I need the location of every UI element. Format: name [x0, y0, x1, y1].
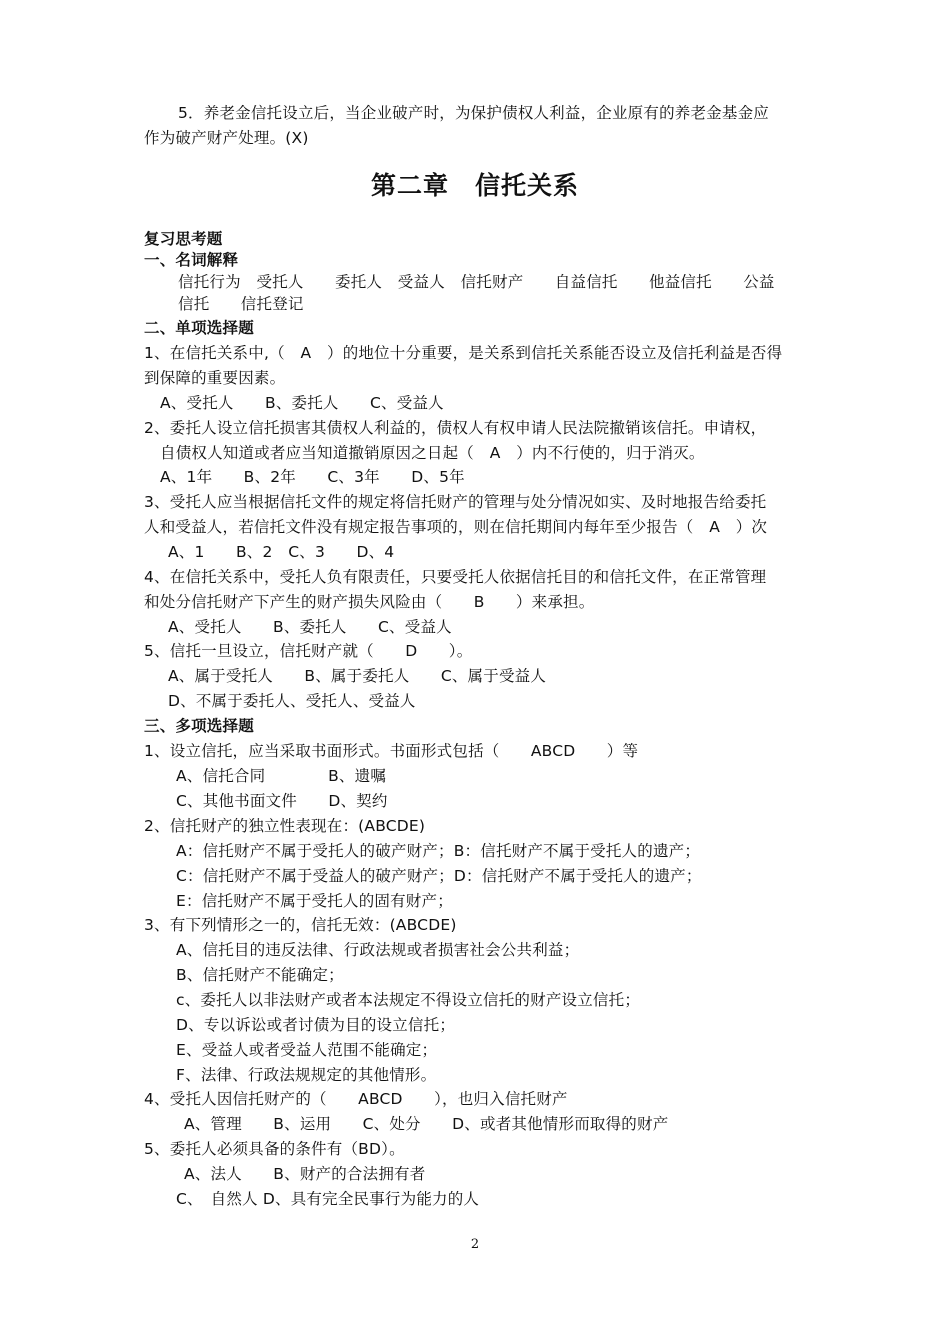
- intro-line-1: 5．养老金信托设立后，当企业破产时，为保护债权人利益，企业原有的养老金基金应: [178, 104, 769, 122]
- section3-heading: 三、多项选择题: [144, 717, 254, 735]
- s2-q5-line-1: 5、信托一旦设立，信托财产就（ D ）。: [144, 642, 473, 660]
- s3-q5-options-2: C、 自然人 D、具有完全民事行为能力的人: [176, 1190, 480, 1208]
- s2-q5-options-1: A、属于受托人 B、属于委托人 C、属于受益人: [168, 667, 547, 685]
- s2-q5-options-2: D、不属于委托人、受托人、受益人: [168, 692, 416, 710]
- s3-q2-option-e: E：信托财产不属于受托人的固有财产；: [176, 892, 453, 910]
- s2-q2-options: A、1年 B、2年 C、3年 D、5年: [160, 468, 465, 486]
- s3-q2-line-1: 2、信托财产的独立性表现在：(ABCDE): [144, 817, 426, 835]
- section2-heading: 二、单项选择题: [144, 319, 254, 337]
- s3-q4-line-1: 4、受托人因信托财产的（ ABCD ），也归入信托财产: [144, 1090, 568, 1108]
- s2-q2-line-1: 2、委托人设立信托损害其债权人利益的，债权人有权申请人民法院撤销该信托。申请权，: [144, 419, 767, 437]
- s3-q3-option-d: D、专以诉讼或者讨债为目的设立信托；: [176, 1016, 456, 1034]
- s3-q5-options-1: A、法人 B、财产的合法拥有者: [184, 1165, 426, 1183]
- s3-q3-option-e: E、受益人或者受益人范围不能确定；: [176, 1041, 438, 1059]
- terms-line-2: 信托 信托登记: [178, 295, 304, 313]
- chapter-title: 第二章 信托关系: [370, 171, 579, 200]
- s2-q3-options: A、1 B、2 C、3 D、4: [168, 543, 395, 561]
- s2-q4-options: A、受托人 B、委托人 C、受益人: [168, 618, 452, 636]
- s3-q2-option-c: C：信托财产不属于受益人的破产财产；D：信托财产不属于受托人的遗产；: [176, 867, 702, 885]
- page-number: 2: [470, 1237, 480, 1252]
- s2-q2-line-2: 自债权人知道或者应当知道撤销原因之日起（ A ）内不行使的，归于消灭。: [160, 444, 705, 462]
- s3-q3-option-c: c、委托人以非法财产或者本法规定不得设立信托的财产设立信托；: [176, 991, 641, 1009]
- section1-heading: 一、名词解释: [144, 251, 239, 269]
- terms-line-1: 信托行为 受托人 委托人 受益人 信托财产 自益信托 他益信托 公益: [178, 273, 775, 291]
- s3-q1-options-1: A、信托合同 B、遗嘱: [176, 767, 387, 785]
- s2-q3-line-1: 3、受托人应当根据信托文件的规定将信托财产的管理与处分情况如实、及时地报告给委托: [144, 493, 767, 511]
- s2-q1-line-2: 到保障的重要因素。: [144, 369, 286, 387]
- s2-q4-line-1: 4、在信托关系中，受托人负有限责任，只要受托人依据信托目的和信托文件，在正常管理: [144, 568, 767, 586]
- intro-line-2: 作为破产财产处理。(X): [144, 129, 309, 147]
- s2-q1-options: A、受托人 B、委托人 C、受益人: [160, 394, 444, 412]
- s3-q3-option-a: A、信托目的违反法律、行政法规或者损害社会公共利益；: [176, 941, 580, 959]
- s2-q3-line-2: 人和受益人，若信托文件没有规定报告事项的，则在信托期间内每年至少报告（ A ）次: [144, 518, 768, 536]
- s3-q3-option-b: B、信托财产不能确定；: [176, 966, 344, 984]
- s3-q5-line-1: 5、委托人必须具备的条件有（BD）。: [144, 1140, 405, 1158]
- s3-q1-line-1: 1、设立信托，应当采取书面形式。书面形式包括（ ABCD ）等: [144, 742, 639, 760]
- review-heading: 复习思考题: [144, 230, 223, 248]
- s3-q4-options: A、管理 B、运用 C、处分 D、或者其他情形而取得的财产: [184, 1115, 669, 1133]
- s2-q4-line-2: 和处分信托财产下产生的财产损失风险由（ B ）来承担。: [144, 593, 595, 611]
- s2-q1-line-1: 1、在信托关系中,（ A ）的地位十分重要，是关系到信托关系能否设立及信托利益是否得: [144, 344, 783, 362]
- s3-q2-option-a: A：信托财产不属于受托人的破产财产；B：信托财产不属于受托人的遗产；: [176, 842, 701, 860]
- s3-q3-line-1: 3、有下列情形之一的，信托无效：(ABCDE): [144, 916, 457, 934]
- s3-q1-options-2: C、其他书面文件 D、契约: [176, 792, 388, 810]
- s3-q3-option-f: F、法律、行政法规规定的其他情形。: [176, 1066, 437, 1084]
